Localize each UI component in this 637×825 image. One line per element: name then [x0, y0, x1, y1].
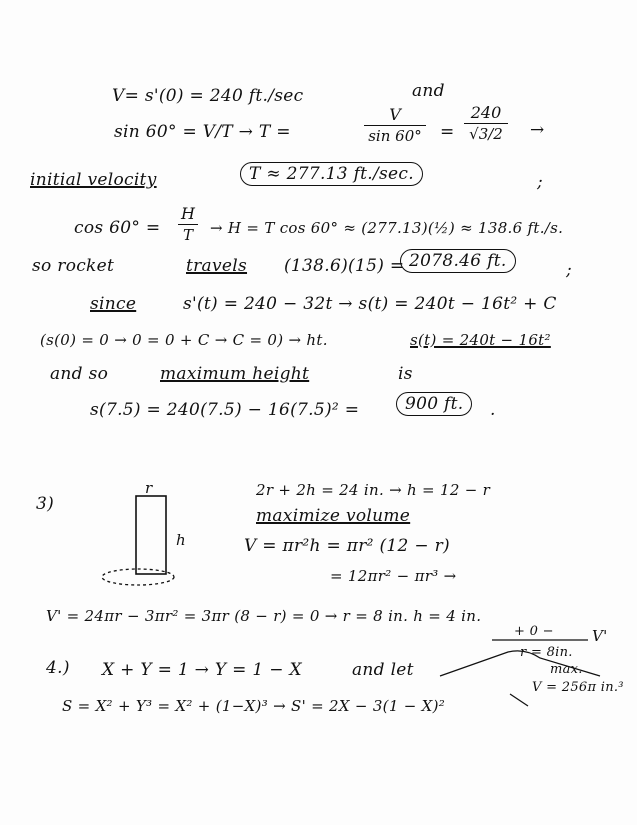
- travels-prefix: so rocket: [32, 256, 115, 276]
- cylinder-side-rect: [136, 496, 166, 574]
- fraction-denominator: T: [182, 226, 193, 244]
- pointer-line: [510, 694, 528, 706]
- fraction-numerator: H: [181, 204, 195, 223]
- max-prefix: and so: [50, 364, 109, 384]
- period: .: [490, 400, 496, 420]
- height-label: h: [176, 531, 186, 549]
- fraction-denominator: sin 60°: [368, 127, 422, 145]
- initial-condition: (s(0) = 0 → 0 = 0 + C → C = 0) → ht.: [40, 331, 328, 349]
- sign-chart-label: V': [592, 627, 608, 645]
- velocity-line: V= s'(0) = 240 ft./sec: [112, 86, 304, 106]
- max-label: max.: [550, 662, 583, 677]
- semicolon: ;: [537, 172, 544, 192]
- volume-derivative: V' = 24πr − 3πr² = 3πr (8 − r) = 0 → r = 8 in. h = 4 in.: [46, 607, 482, 625]
- answer-box: 900 ft.: [396, 392, 472, 416]
- since-word: since: [90, 294, 137, 314]
- cylinder-base-ellipse: [102, 569, 174, 585]
- answer-box: 2078.46 ft.: [400, 249, 516, 273]
- equals-sign: =: [440, 122, 455, 142]
- fraction-denominator: √3/2: [469, 125, 503, 143]
- sign-chart: + 0 −: [514, 624, 554, 639]
- answer-box: T ≈ 277.13 ft./sec.: [240, 162, 423, 186]
- max-volume: V = 256π in.³: [532, 680, 624, 695]
- height-function: s(t) = 240t − 16t²: [410, 331, 551, 349]
- and-let: and let: [352, 660, 414, 680]
- cos-right: → H = T cos 60° ≈ (277.13)(½) ≈ 138.6 ft./s.: [210, 219, 564, 237]
- semicolon: ;: [566, 260, 573, 280]
- fraction-numerator: 240: [470, 103, 502, 122]
- max-calculation: s(7.5) = 240(7.5) − 16(7.5)² =: [90, 400, 360, 420]
- volume-equation: V = πr²h = πr² (12 − r): [244, 536, 450, 556]
- volume-expanded: = 12πr² − πr³ →: [330, 567, 457, 585]
- travels-word: travels: [186, 256, 248, 276]
- max-word: maximum height: [160, 364, 310, 384]
- arrow: →: [530, 120, 545, 140]
- sin-equation: sin 60° = V/T → T =: [114, 122, 291, 142]
- max-suffix: is: [398, 364, 413, 384]
- initial-velocity-label: initial velocity: [30, 170, 157, 190]
- problem-3-number: 3): [36, 494, 55, 514]
- radius-label: r: [145, 479, 153, 497]
- fraction-numerator: V: [389, 105, 401, 124]
- s-function: S = X² + Y³ = X² + (1−X)³ → S' = 2X − 3(1 − X)²: [62, 697, 446, 715]
- maximize-volume: maximize volume: [256, 506, 411, 526]
- cos-left: cos 60° =: [74, 218, 161, 238]
- since-equation: s'(t) = 240 − 32t → s(t) = 240t − 16t² + C: [183, 294, 557, 314]
- travels-calc: (138.6)(15) =: [284, 256, 405, 276]
- and-word: and: [412, 81, 445, 101]
- sum-constraint: X + Y = 1 → Y = 1 − X: [102, 660, 302, 680]
- problem-4-number: 4.): [46, 658, 70, 678]
- constraint-equation: 2r + 2h = 24 in. → h = 12 − r: [256, 481, 491, 499]
- critical-radius: r = 8in.: [520, 645, 573, 660]
